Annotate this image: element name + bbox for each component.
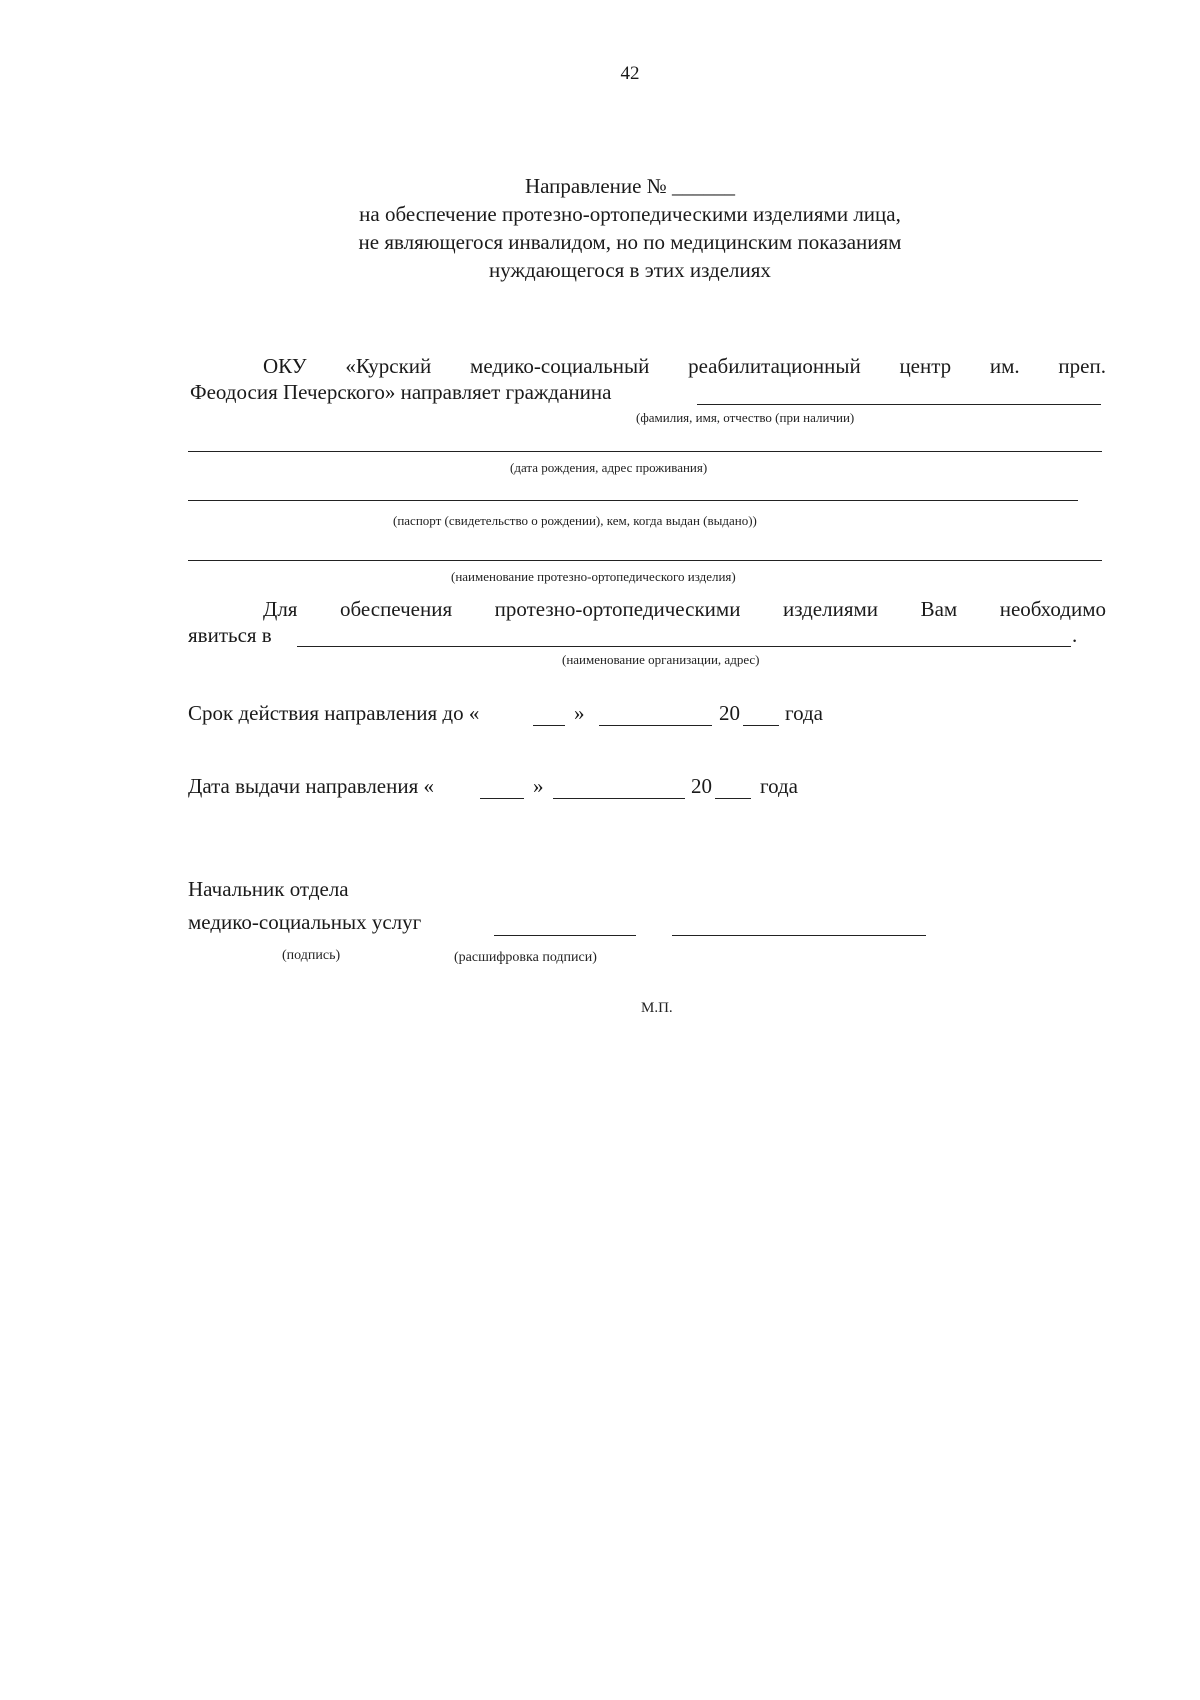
validity-year-suffix: года [785,701,823,725]
document-subtitle-line-2: не являющегося инвалидом, но по медицинским показаниям [358,230,902,254]
document-title: Направление № ______ [524,174,736,198]
signature-decode-caption: (расшифровка подписи) [454,950,597,965]
issue-year-suffix: года [760,774,798,798]
validity-month-blank [599,725,712,726]
passport-blank-line [188,500,1078,501]
signatory-title-line-2: медико-социальных услуг [188,910,422,934]
issue-day-blank [480,798,524,799]
signature-decode-blank-line [672,935,926,936]
document-subtitle-line-1: на обеспечение протезно-ортопедическими изделиями лица, [359,202,901,226]
signature-caption: (подпись) [282,948,341,963]
page-number: 42 [620,63,640,84]
validity-label: Срок действия направления до « [188,701,480,725]
birth-address-caption: (дата рождения, адрес проживания) [510,460,708,475]
validity-year-prefix: 20 [719,701,740,725]
issue-quote-close: » [533,774,544,798]
visit-paragraph-end: . [1072,623,1078,647]
item-caption: (наименование протезно-ортопедического изделия) [451,569,736,584]
issue-year-prefix: 20 [691,774,712,798]
referral-paragraph-line-2: Феодосия Печерского» направляет гражданина [190,380,612,404]
issue-month-blank [553,798,685,799]
issue-year-blank [715,798,751,799]
visit-paragraph-line-1: Для обеспечения протезно-ортопедическими изделиями Вам необходимо [263,597,1106,621]
passport-caption: (паспорт (свидетельство о рождении), кем, когда выдан (выдано)) [393,513,757,528]
stamp-placeholder: М.П. [641,1000,673,1016]
organization-blank-line [297,646,1071,647]
fio-blank-line [697,404,1101,405]
validity-year-blank [743,725,779,726]
fio-caption: (фамилия, имя, отчество (при наличии) [636,410,855,425]
visit-paragraph-line-2: явиться в [188,623,272,647]
referral-paragraph-line-1: ОКУ «Курский медико-социальный реабилитационный центр им. преп. [263,354,1106,378]
validity-quote-close: » [574,701,585,725]
signature-blank-line [494,935,636,936]
validity-day-blank [533,725,565,726]
signatory-title-line-1: Начальник отдела [188,877,349,901]
birth-address-blank-line [188,451,1102,452]
issue-date-label: Дата выдачи направления « [188,774,435,798]
organization-caption: (наименование организации, адрес) [562,652,760,667]
document-subtitle-line-3: нуждающегося в этих изделиях [489,258,771,282]
item-blank-line [188,560,1102,561]
